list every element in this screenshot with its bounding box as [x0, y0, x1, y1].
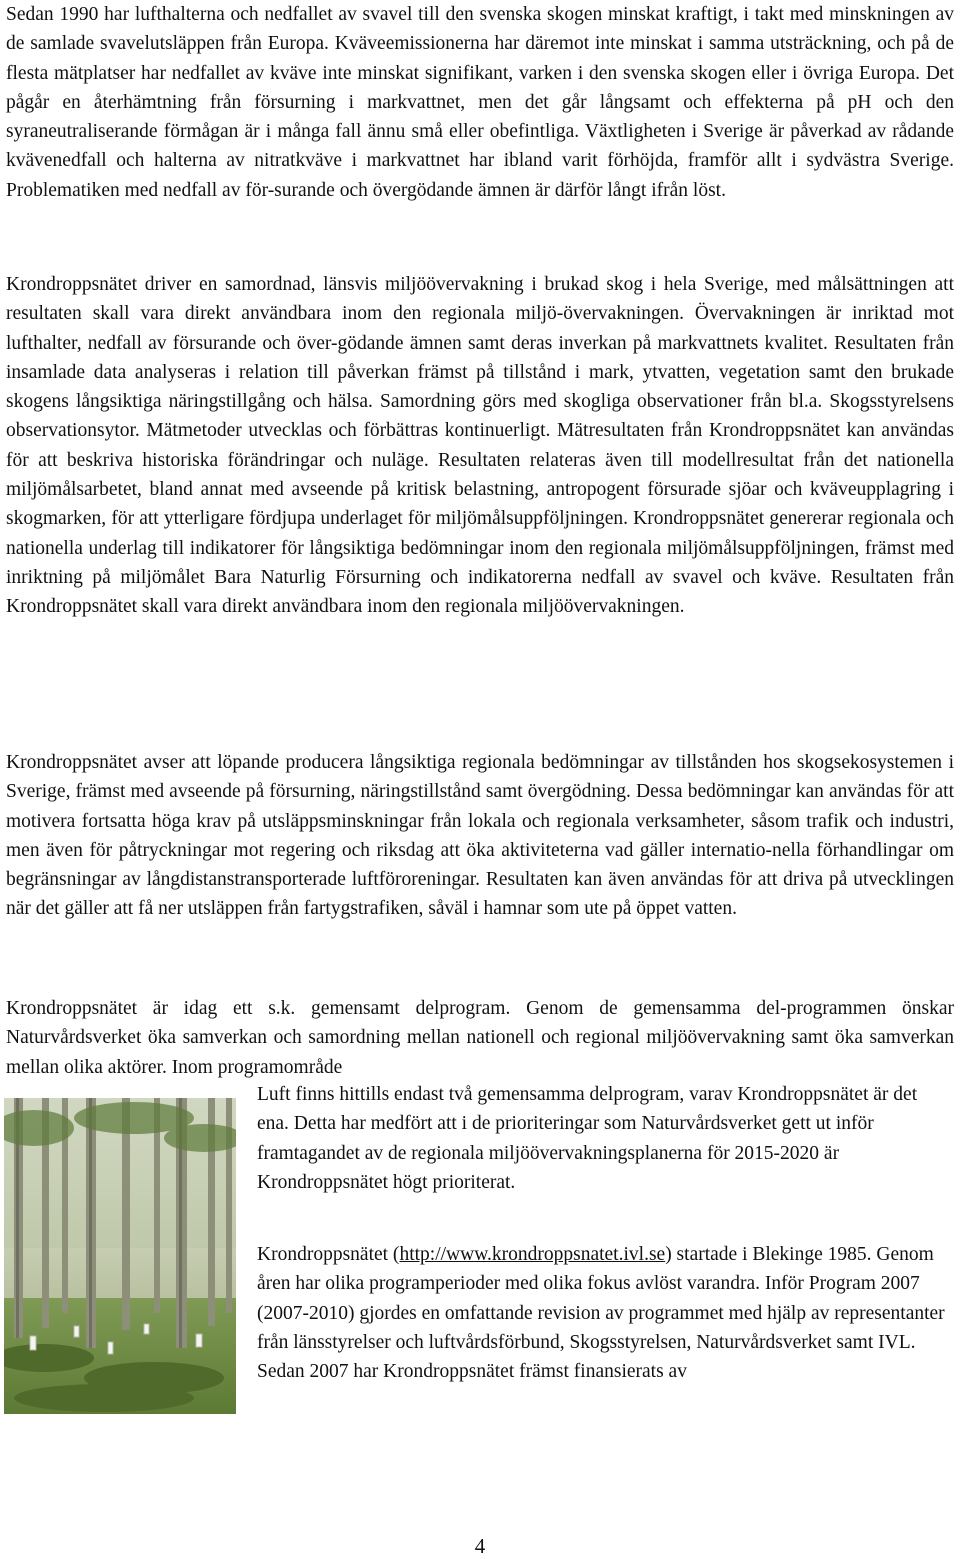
paragraph-joint-subprogram-intro: Krondroppsnätet är idag ett s.k. gemensamt delprogram. Genom de gemensamma del-programmen önskar Naturvårdsverket öka samverkan och samordning mellan nationell och regional miljöövervakning samt öka samverkan mellan olika aktörer. Inom programområde [6, 998, 954, 1078]
paragraph-monitoring-program: Krondroppsnätet driver en samordnad, länsvis miljöövervakning i brukad skog i hela Sverige, med målsättningen att resultaten skall vara direkt användbara inom den regionala miljö-övervakningen. Övervakningen är inriktad mot lufthalter, nedfall av försurande och över-gödande ämnen samt deras inverkan på markvattnets kvalitet. Resultaten från insamlade data analyseras i relation till påverkan främst på tillstånd i mark, ytvatten, vegetation samt den brukade skogens långsiktiga näringstillgång och hälsa. Samordning görs med skogliga observationer från bl.a. Skogsstyrelsens observationsytor. Mätmetoder utvecklas och förbättras kontinuerligt. Mätresultaten från Krondroppsnätet kan användas för att beskriva historiska förändringar och nuläge. Resultaten relateras även till modellresultat från det nationella miljömålsarbetet, bland annat med avseende på kritisk belastning, antropogent försurade sjöar och kväveupplagring i skogmarken, för att ytterligare fördjupa underlaget för miljömålsuppföljningen. Krondroppsnätet genererar regionala och nationella underlag till indikatorer för långsiktiga bedömningar inom den regionala miljömålsuppföljningen, främst med inriktning på miljömålet Bara Naturlig Försurning och indikatorerna nedfall av svavel och kväve. Resultaten från Krondroppsnätet skall vara direkt användbara inom den regionala miljöövervakningen. [6, 274, 954, 618]
paragraph-history [257, 1240, 952, 1386]
history-text-start: Krondroppsnätet ( [257, 1244, 400, 1265]
forest-photo-image [4, 1098, 236, 1414]
history-text-rest: ) startade i Blekinge 1985. Genom åren har olika programperioder med olika fokus avlöst varandra. Inför Program 2007 (2007-2010) gjordes en omfattande revision av programmet med hjälp av representanter från länsstyrelser och luftvårdsförbund, Skogsstyrelsen, Naturvårdsverket samt IVL. Sedan 2007 har Krondroppsnätet främst finansierats av [257, 1244, 945, 1383]
paragraph-air-quality-trends: Sedan 1990 har lufthalterna och nedfallet av svavel till den svenska skogen minskat kraftigt, i takt med minskningen av de samlade svavelutsläppen från Europa. Kväveemissionerna har däremot inte minskat i samma utsträckning, och på de flesta mätplatser har nedfallet av kväve inte minskat signifikant, varken i den svenska skogen eller i övriga Europa. Det pågår en återhämtning från försurning i markvattnet, men det går långsamt och effekterna på pH och den syraneutraliserande förmågan är i många fall ännu små eller obefintliga. Växtligheten i Sverige är påverkad av rådande kvävenedfall och halterna av nitratkväve i markvattnet har ibland varit förhöjda, framför allt i sydvästra Sverige. Problematiken med nedfall av för-surande och övergödande ämnen är därför långt ifrån löst. [6, 4, 954, 201]
page-number: 4 [474, 1534, 486, 1558]
krondroppsnatet-link[interactable]: http://www.krondroppsnatet.ivl.se [399, 1244, 666, 1265]
forest-photo [4, 1098, 236, 1414]
paragraph-joint-subprogram-continued: Luft finns hittills endast två gemensamma delprogram, varav Krondroppsnätet är det ena. Detta har medfört att i de prioriteringar som Naturvårdsverket gett ut inför framtagandet av de regionala miljöövervakningsplanerna för 2015-2020 är Krondroppsnätet högt prioriterat. [257, 1084, 918, 1193]
paragraph-regional-assessments: Krondroppsnätet avser att löpande producera långsiktiga regionala bedömningar av tillstånden hos skogsekosystemen i Sverige, främst med avseende på försurning, näringstillstånd samt övergödning. Dessa bedömningar kan användas för att motivera fortsatta höga krav på utsläppsminskningar från lokala och regionala verksamheter, såsom trafik och industri, men även för påtryckningar mot regering och riksdag att öka aktiviteterna vad gäller internatio-nella förhandlingar om begränsningar av långdistanstransporterade luftföroreningar. Resultaten kan även användas för att driva på utvecklingen när det gäller att få ner utsläppen från fartygstrafiken, såväl i hamnar som ute på öppet vatten. [6, 752, 954, 920]
